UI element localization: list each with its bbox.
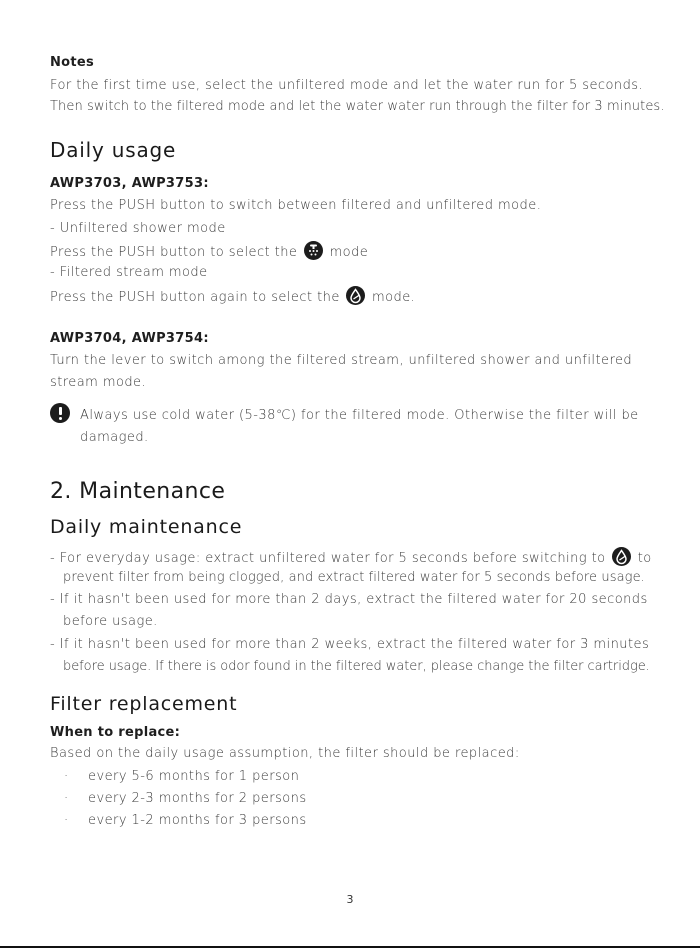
daily-usage-heading: Daily usage	[50, 138, 177, 162]
warning-line-2: damaged.	[80, 430, 149, 445]
maintenance-item-3-line-2: before usage. If there is odor found in the filtered water, please change the filter cartridge.	[63, 659, 650, 674]
warning-line-1: Always use cold water (5-38℃) for the filtered mode. Otherwise the filter will be	[80, 408, 639, 423]
model-b-label: AWP3704, AWP3754:	[50, 331, 209, 346]
model-a-line-3-after: mode	[329, 245, 369, 260]
list-item	[64, 813, 307, 828]
list-item-text: every 1-2 months for 3 persons	[88, 813, 307, 828]
maintenance-item-1-line-1	[50, 547, 652, 566]
model-a-line-5	[50, 286, 415, 305]
notes-line-1: For the first time use, select the unfiltered mode and let the water run for 5 seconds.	[50, 78, 644, 93]
filtered-stream-icon	[612, 547, 631, 566]
daily-maintenance-heading: Daily maintenance	[50, 516, 243, 538]
shower-mode-icon	[304, 241, 323, 260]
list-item-text: every 5-6 months for 1 person	[88, 769, 300, 784]
bullet: ·	[64, 769, 69, 784]
maintenance-item-1-before: - For everyday usage: extract unfiltered water for 5 seconds before switching to	[50, 551, 606, 566]
model-a-label: AWP3703, AWP3753:	[50, 176, 209, 191]
notes-line-2: Then switch to the filtered mode and let the water water run through the filter for 3 minutes.	[50, 99, 665, 114]
filtered-stream-icon	[346, 286, 365, 305]
model-a-line-3	[50, 241, 368, 260]
list-item	[64, 769, 299, 784]
list-item	[64, 791, 307, 806]
list-item-text: every 2-3 months for 2 persons	[88, 791, 307, 806]
bullet: ·	[64, 813, 69, 828]
model-a-line-3-before: Press the PUSH button to select the	[50, 245, 298, 260]
model-a-line-4: - Filtered stream mode	[50, 265, 208, 280]
model-b-line-2: stream mode.	[50, 375, 147, 390]
maintenance-item-1-line-2: prevent filter from being clogged, and extract filtered water for 5 seconds before usage.	[63, 570, 645, 585]
bottom-divider	[0, 946, 700, 948]
model-a-line-5-before: Press the PUSH button again to select the	[50, 290, 340, 305]
maintenance-item-2-line-1: - If it hasn't been used for more than 2 days, extract the filtered water for 20 seconds	[50, 592, 648, 607]
maintenance-heading: 2. Maintenance	[50, 479, 226, 504]
page-number: 3	[346, 893, 354, 906]
filter-replacement-heading: Filter replacement	[50, 693, 238, 715]
when-to-replace-label: When to replace:	[50, 725, 181, 740]
maintenance-item-1-after: to	[637, 551, 652, 566]
model-a-line-5-after: mode.	[371, 290, 416, 305]
filter-intro: Based on the daily usage assumption, the filter should be replaced:	[50, 746, 520, 761]
maintenance-item-3-line-1: - If it hasn't been used for more than 2 weeks, extract the filtered water for 3 minutes	[50, 637, 650, 652]
bullet: ·	[64, 791, 69, 806]
model-a-line-1: Press the PUSH button to switch between filtered and unfiltered mode.	[50, 198, 542, 213]
model-a-line-2: - Unfiltered shower mode	[50, 221, 226, 236]
notes-title: Notes	[50, 55, 95, 70]
model-b-line-1: Turn the lever to switch among the filtered stream, unfiltered shower and unfiltered	[50, 353, 633, 368]
maintenance-item-2-line-2: before usage.	[63, 614, 158, 629]
exclamation-icon	[50, 403, 70, 423]
